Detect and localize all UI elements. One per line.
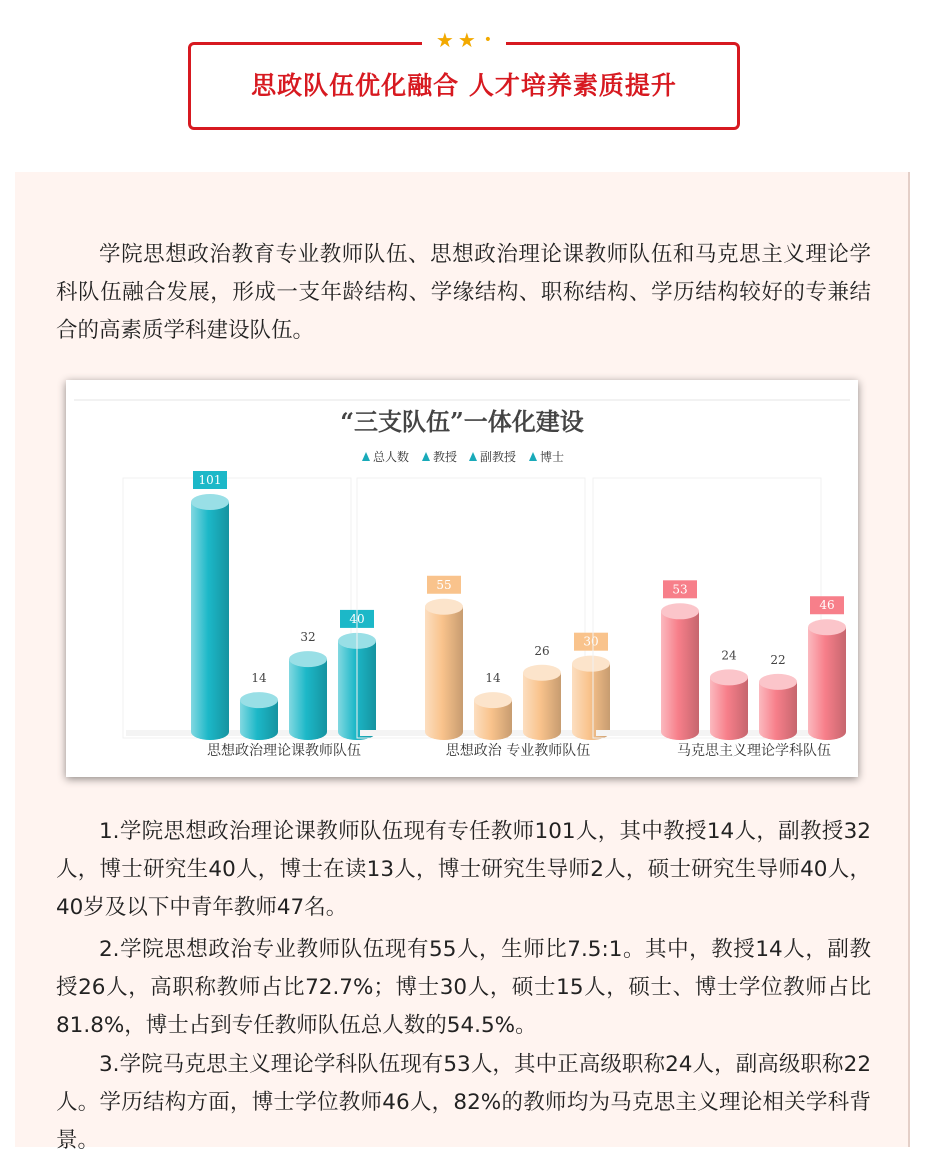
chart-legend — [362, 449, 564, 464]
bar-body — [572, 664, 610, 740]
bar-top — [808, 619, 846, 635]
chart-bar — [710, 648, 748, 740]
value-label: 55 — [436, 577, 452, 592]
category-label: 马克思主义理论学科队伍 — [677, 743, 831, 759]
value-label: 101 — [198, 473, 222, 487]
legend-marker — [422, 452, 430, 461]
category-label: 思想政治理论课教师队伍 — [207, 743, 361, 759]
bar-top — [191, 494, 229, 510]
bar-top — [289, 651, 327, 667]
legend-label: 副教授 — [480, 450, 517, 464]
chart-bar — [240, 671, 278, 740]
chart-card — [66, 380, 858, 777]
bar-body — [523, 673, 561, 740]
value-label: 14 — [485, 671, 501, 686]
bar-top — [572, 656, 610, 672]
value-label: 46 — [819, 598, 835, 613]
legend-item — [362, 449, 409, 464]
bar-top — [474, 692, 512, 708]
legend-marker — [362, 452, 370, 461]
value-label: 30 — [583, 634, 599, 649]
panel-edge — [908, 172, 910, 1147]
bar-body — [808, 627, 846, 740]
legend-marker — [469, 452, 477, 461]
legend-label: 总人数 — [373, 450, 410, 464]
chart-bar — [808, 596, 846, 740]
bar-body — [710, 677, 748, 740]
value-label: 22 — [770, 652, 786, 667]
value-label: 32 — [300, 630, 316, 645]
value-label: 26 — [534, 643, 550, 658]
legend-item — [422, 449, 457, 464]
legend-label: 教授 — [433, 450, 458, 464]
chart-bar — [759, 653, 797, 740]
bar-body — [289, 659, 327, 740]
value-label: 40 — [349, 611, 365, 626]
chart-plot — [74, 400, 850, 759]
item2-paragraph: 2.学院思想政治专业教师队伍现有55人，生师比7.5:1。其中，教授14人，副教授26人，高职称教师占比72.7%；博士30人，硕士15人，硕士、博士学位教师占比81.8%，博士占到专任教师队伍总人数的54.5%。 — [56, 936, 871, 1038]
value-label: 24 — [721, 648, 737, 663]
item3-paragraph: 3.学院马克思主义理论学科队伍现有53人，其中正高级职称24人，副高级职称22人。学历结构方面，博士学位教师46人，82%的教师均为马克思主义理论相关学科背景。 — [56, 1051, 871, 1153]
bar-body — [425, 607, 463, 740]
chart-bar — [572, 633, 610, 740]
chart-bar — [661, 580, 699, 740]
bar-body — [661, 611, 699, 740]
value-label: 53 — [672, 582, 688, 597]
bar-top — [523, 665, 561, 681]
chart-svg — [66, 380, 858, 777]
header-title: 思政队伍优化融合 人才培养素质提升 — [251, 71, 677, 100]
chart-title: “三支队伍”一体化建设 — [340, 407, 584, 436]
chart-bar — [523, 644, 561, 740]
category-label: 思想政治 专业教师队伍 — [445, 743, 591, 759]
dot-icon: • — [483, 32, 493, 48]
intro-paragraph: 学院思想政治教育专业教师队伍、思想政治理论课教师队伍和马克思主义理论学科队伍融合发展，形成一支年龄结构、学缘结构、职称结构、学历结构较好的专兼结合的高素质学科建设队伍。 — [56, 241, 871, 343]
bar-top — [759, 674, 797, 690]
header-stars — [422, 30, 506, 50]
bar-body — [191, 502, 229, 740]
chart-bar — [191, 471, 229, 740]
bar-top — [661, 603, 699, 619]
chart-bar — [425, 576, 463, 740]
legend-item — [529, 449, 564, 464]
bar-top — [710, 669, 748, 685]
item1-paragraph: 1.学院思想政治理论课教师队伍现有专任教师101人，其中教授14人，副教授32人，博士研究生40人，博士在读13人，博士研究生导师2人，硕士研究生导师40人，40岁及以下中青年教师47名。 — [56, 818, 871, 920]
value-label: 14 — [251, 671, 267, 686]
legend-label: 博士 — [540, 450, 565, 464]
chart-bar — [474, 671, 512, 740]
star-icon: ★ — [435, 28, 454, 52]
star-icon: ★ — [457, 28, 476, 52]
bar-top — [240, 692, 278, 708]
bar-top — [425, 599, 463, 615]
bar-body — [759, 682, 797, 740]
chart-bar — [289, 630, 327, 740]
legend-marker — [529, 452, 537, 461]
legend-item — [469, 449, 516, 464]
